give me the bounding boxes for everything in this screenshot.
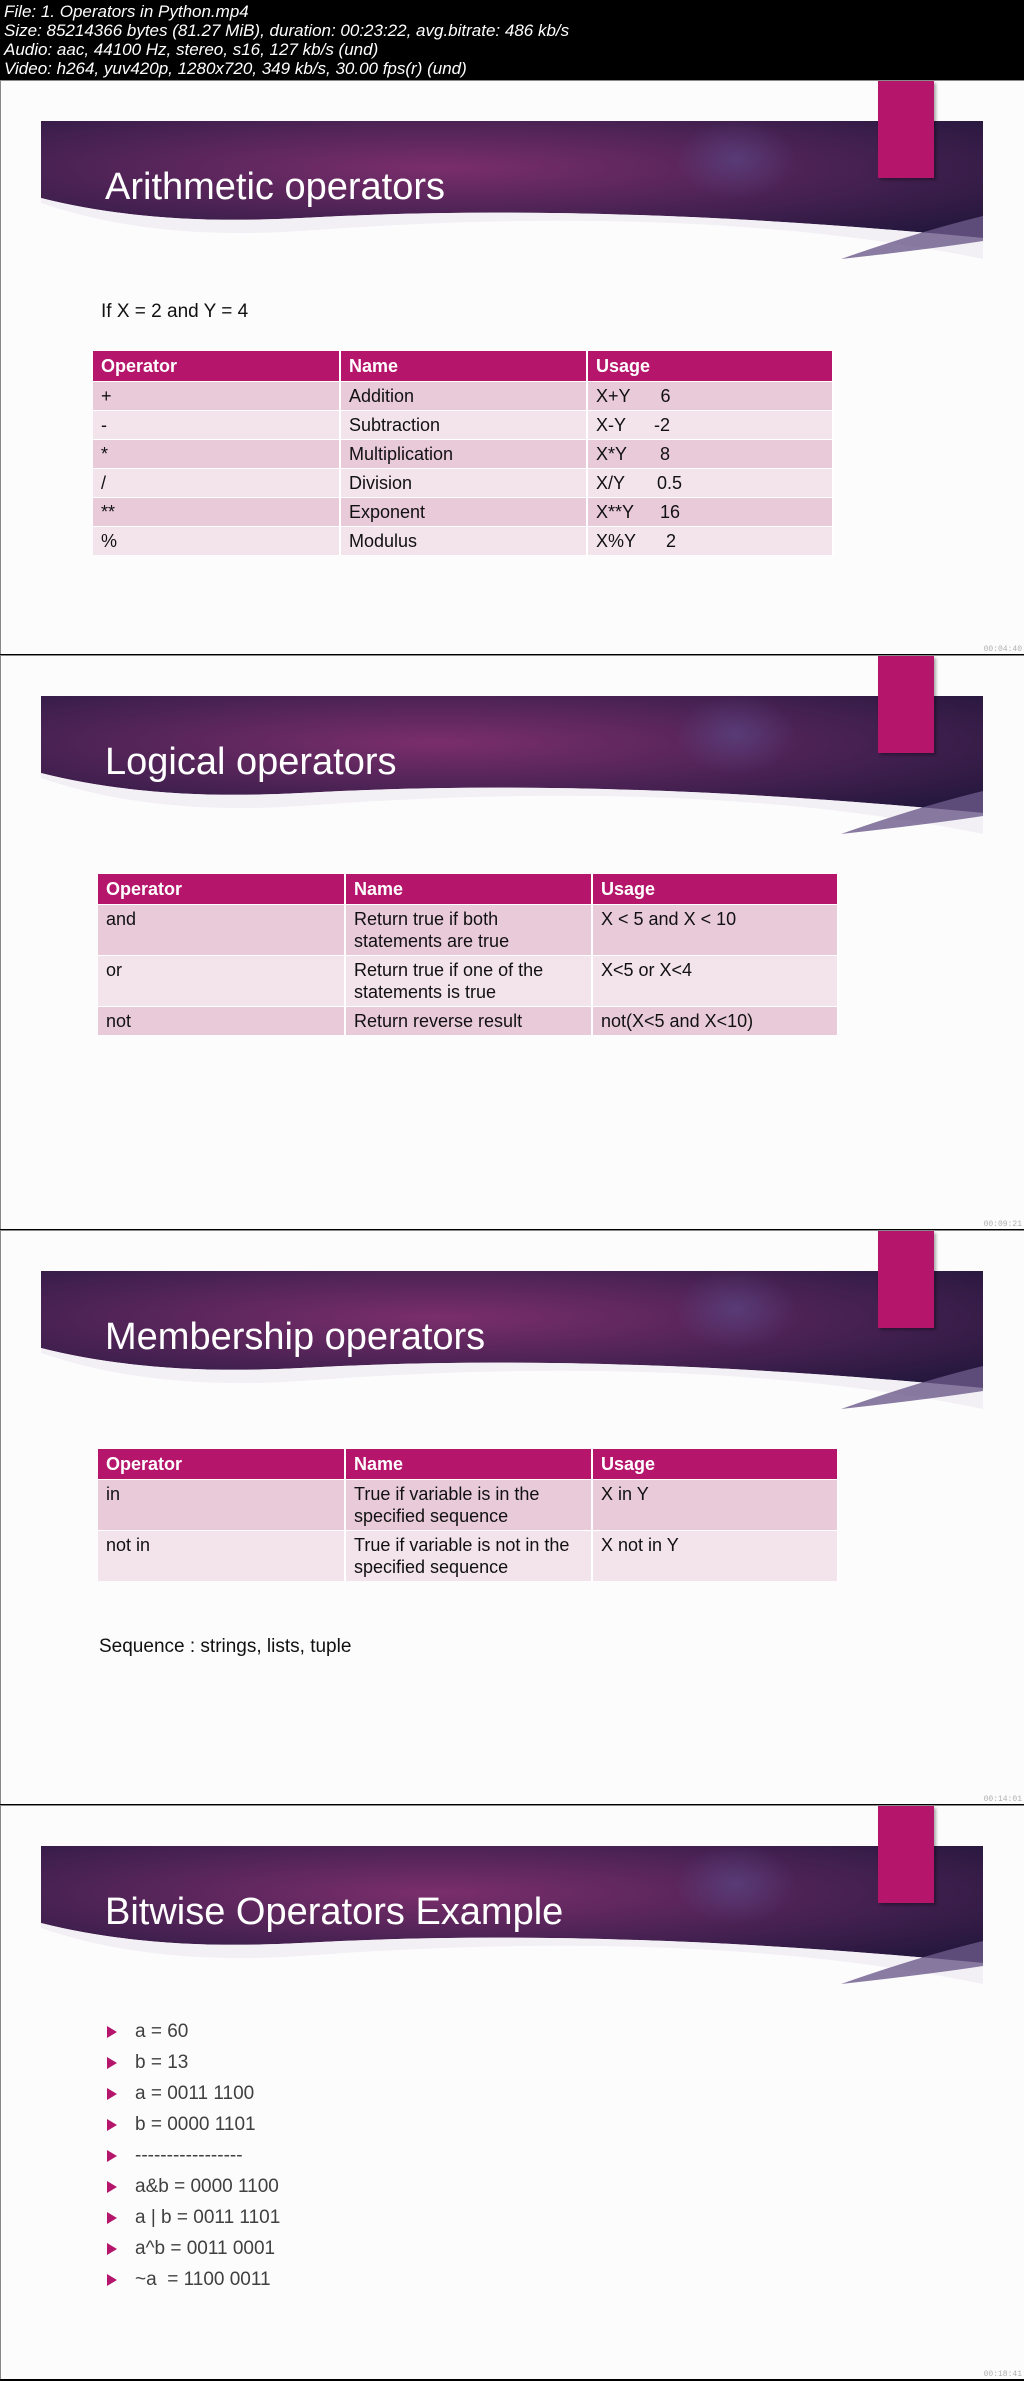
accent-tab xyxy=(878,81,934,178)
name-cell xyxy=(345,904,592,955)
usage-result: 16 xyxy=(660,501,681,522)
slide-title: Arithmetic operators xyxy=(105,166,446,208)
usage-cell: X < 5 and X < 10 xyxy=(592,904,838,955)
usage-result: 2 xyxy=(666,530,677,551)
slide-title: Membership operators xyxy=(105,1316,486,1358)
table-row xyxy=(98,904,838,955)
usage-result: -2 xyxy=(654,414,671,435)
name-line: statements is true xyxy=(354,981,497,1002)
slide-membership xyxy=(0,1230,1024,1804)
arithmetic-table xyxy=(93,351,834,555)
header-name: Name xyxy=(340,351,587,381)
table-row xyxy=(93,439,833,468)
table-header-row xyxy=(98,874,838,904)
table-header-row xyxy=(93,351,833,381)
name-cell xyxy=(345,1530,592,1581)
operator-cell: not xyxy=(98,1006,345,1035)
usage-cell xyxy=(587,439,833,468)
usage-cell xyxy=(587,410,833,439)
usage-expr: X**Y xyxy=(596,501,635,522)
list-item: a^b = 0011 0001 xyxy=(105,2233,280,2264)
accent-tab xyxy=(878,1806,934,1903)
usage-result: 0.5 xyxy=(657,472,683,493)
header-name: Name xyxy=(345,1449,592,1479)
list-item: a = 0011 1100 xyxy=(105,2078,280,2109)
name-cell: Subtraction xyxy=(340,410,587,439)
header-operator: Operator xyxy=(93,351,340,381)
table-row xyxy=(98,955,838,1006)
list-item: ----------------- xyxy=(105,2140,280,2171)
table-row xyxy=(93,381,833,410)
usage-cell: X in Y xyxy=(592,1479,838,1530)
name-line: Return true if both xyxy=(354,908,499,929)
usage-cell: X not in Y xyxy=(592,1530,838,1581)
name-cell: Exponent xyxy=(340,497,587,526)
list-item: a = 60 xyxy=(105,2016,280,2047)
name-cell xyxy=(345,955,592,1006)
usage-expr: X-Y xyxy=(596,414,627,435)
header-name: Name xyxy=(345,874,592,904)
operator-cell: or xyxy=(98,955,345,1006)
operator-cell: - xyxy=(93,410,340,439)
table-header-row xyxy=(98,1449,838,1479)
header-operator: Operator xyxy=(98,1449,345,1479)
usage-cell xyxy=(587,526,833,555)
name-line: specified sequence xyxy=(354,1505,509,1526)
operator-cell: / xyxy=(93,468,340,497)
timestamp: 00:14:01 xyxy=(983,1795,1022,1804)
operator-cell: in xyxy=(98,1479,345,1530)
name-line: Return true if one of the xyxy=(354,959,544,980)
slide-title: Bitwise Operators Example xyxy=(105,1891,564,1933)
operator-cell: and xyxy=(98,904,345,955)
membership-table xyxy=(98,1449,839,1581)
operator-cell: * xyxy=(93,439,340,468)
list-item: a | b = 0011 1101 xyxy=(105,2202,280,2233)
name-cell xyxy=(345,1479,592,1530)
list-item: a&b = 0000 1100 xyxy=(105,2171,280,2202)
accent-tab xyxy=(878,1231,934,1328)
list-item: b = 0000 1101 xyxy=(105,2109,280,2140)
accent-tab xyxy=(878,656,934,753)
table-row xyxy=(98,1530,838,1581)
table-row xyxy=(98,1479,838,1530)
list-item: ~a = 1100 0011 xyxy=(105,2264,280,2295)
usage-expr: X%Y xyxy=(596,530,637,551)
operator-cell: not in xyxy=(98,1530,345,1581)
table-row xyxy=(93,410,833,439)
slide-arithmetic xyxy=(0,80,1024,654)
operator-cell: ** xyxy=(93,497,340,526)
table-row xyxy=(93,526,833,555)
name-cell: Division xyxy=(340,468,587,497)
header-usage: Usage xyxy=(592,874,838,904)
header-usage: Usage xyxy=(587,351,833,381)
intro-text: If X = 2 and Y = 4 xyxy=(101,301,249,322)
usage-result: 8 xyxy=(660,443,671,464)
file-info-header xyxy=(0,0,1024,80)
name-line: statements are true xyxy=(354,930,510,951)
list-item: b = 13 xyxy=(105,2047,280,2078)
table-row xyxy=(93,497,833,526)
table-row xyxy=(98,1006,838,1035)
usage-expr: X*Y xyxy=(596,443,628,464)
name-cell: Addition xyxy=(340,381,587,410)
file-info-line: File: 1. Operators in Python.mp4 xyxy=(4,2,249,21)
header-operator: Operator xyxy=(98,874,345,904)
timestamp: 00:09:21 xyxy=(983,1220,1022,1229)
logical-table xyxy=(98,874,839,1035)
slide-title: Logical operators xyxy=(105,741,397,783)
usage-expr: X/Y xyxy=(596,472,626,493)
usage-cell xyxy=(587,468,833,497)
usage-result: 6 xyxy=(660,385,671,406)
name-cell: Multiplication xyxy=(340,439,587,468)
slide-bitwise xyxy=(0,1805,1024,2379)
file-info-line: Audio: aac, 44100 Hz, stereo, s16, 127 kb/s (und) xyxy=(4,40,379,59)
usage-cell: not(X<5 and X<10) xyxy=(592,1006,838,1035)
usage-cell xyxy=(587,381,833,410)
bitwise-bullet-list xyxy=(105,2016,280,2295)
timestamp: 00:18:41 xyxy=(983,2370,1022,2379)
name-line: True if variable is in the xyxy=(354,1483,540,1504)
operator-cell: + xyxy=(93,381,340,410)
name-line: specified sequence xyxy=(354,1556,509,1577)
header-usage: Usage xyxy=(592,1449,838,1479)
operator-cell: % xyxy=(93,526,340,555)
usage-expr: X+Y xyxy=(596,385,631,406)
name-line: True if variable is not in the xyxy=(354,1534,570,1555)
sequence-note: Sequence : strings, lists, tuple xyxy=(99,1636,352,1657)
file-info-line: Size: 85214366 bytes (81.27 MiB), duration: 00:23:22, avg.bitrate: 486 kb/s xyxy=(4,21,570,40)
timestamp: 00:04:40 xyxy=(983,645,1022,654)
name-cell: Return reverse result xyxy=(345,1006,592,1035)
name-cell: Modulus xyxy=(340,526,587,555)
slide-logical xyxy=(0,655,1024,1229)
file-info-line: Video: h264, yuv420p, 1280x720, 349 kb/s, 30.00 fps(r) (und) xyxy=(4,59,467,78)
table-row xyxy=(93,468,833,497)
usage-cell xyxy=(587,497,833,526)
usage-cell: X<5 or X<4 xyxy=(592,955,838,1006)
